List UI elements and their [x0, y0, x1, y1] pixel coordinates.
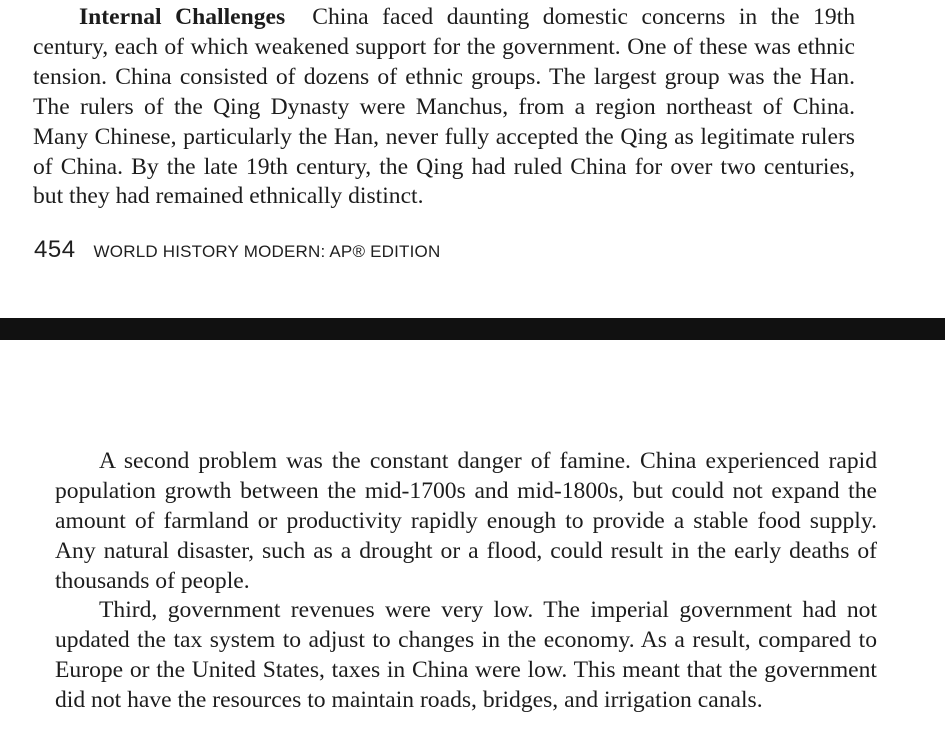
famine-paragraph: A second problem was the constant danger of famine. China experienced rapid population growth between the mid-1700s and mid-1800s, but could not expand the amount of farmland or productivity rapidly enough to provide a stable food supply. Any natural disaster, such as a drought or a flood, could result in the early deaths of thousands of people.	[55, 448, 877, 594]
internal-challenges-paragraph	[33, 3, 855, 212]
page-break-bar	[0, 318, 945, 340]
page-footer	[34, 236, 440, 264]
section-run-in-heading: Internal Challenges	[79, 4, 286, 30]
paragraph-body: China faced daunting domestic concerns in the 19th century, each of which weakened support for the government. One of these was ethnic tension. China consisted of dozens of ethnic groups. The largest group was the Han. The rulers of the Qing Dynasty were Manchus, from a region northeast of China. Many Chinese, particularly the Han, never fully accepted the Qing as legitimate rulers of China. By the late 19th century, the Qing had ruled China for over two centuries, but they had remained ethnically distinct.	[33, 4, 856, 210]
page-number: 454	[34, 236, 76, 263]
revenues-paragraph: Third, government revenues were very low. The imperial government had not updated the tax system to adjust to changes in the economy. As a result, compared to Europe or the United States, taxes in China were low. This meant that the government did not have the resources to maintain roads, bridges, and irrigation canals.	[55, 597, 877, 713]
book-title: WORLD HISTORY MODERN: AP® EDITION	[93, 242, 441, 261]
